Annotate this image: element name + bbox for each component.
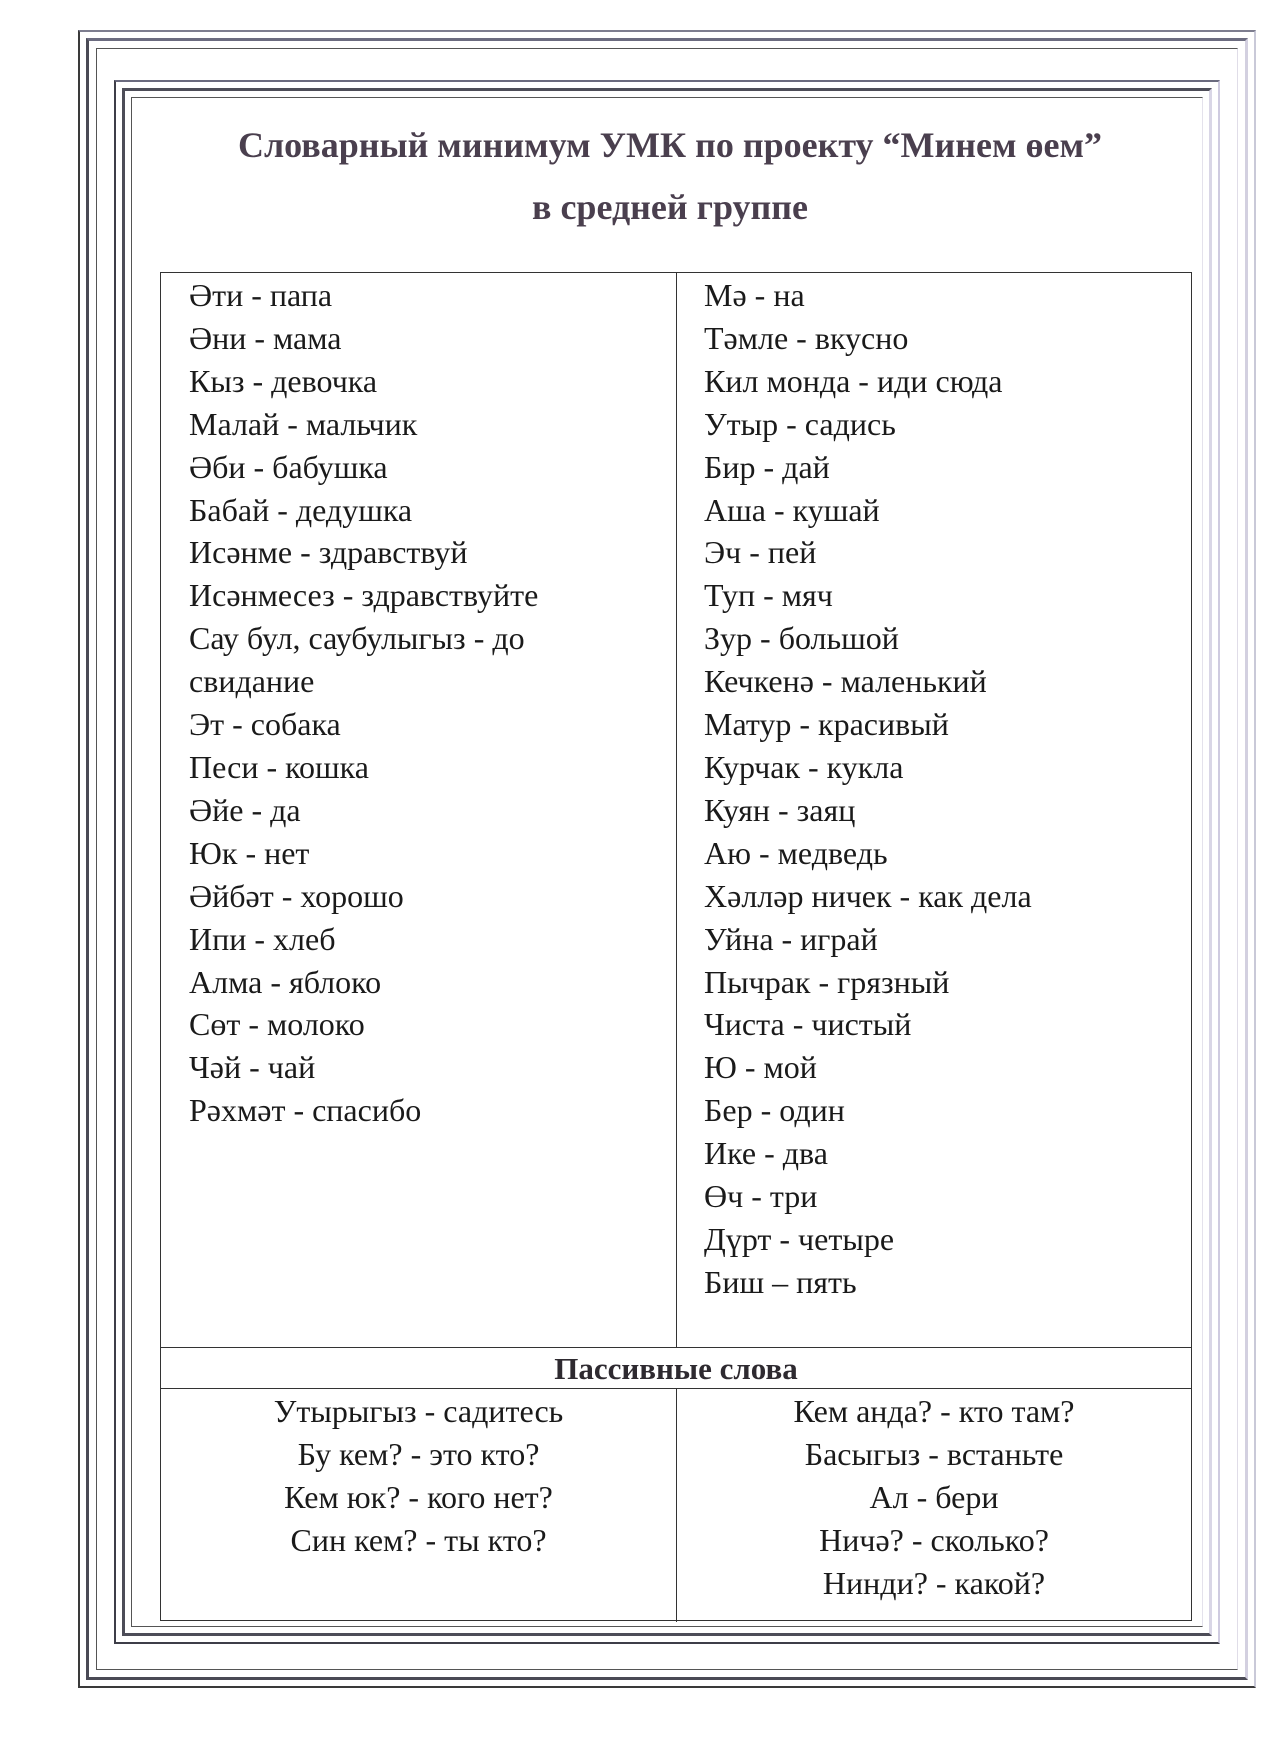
list-item: Бу кем? - это кто? [297, 1436, 540, 1472]
list-item: Исәнме - здравствуй [189, 534, 468, 571]
passive-words-right-column [677, 1390, 1191, 1605]
list-item: Уйна - играй [704, 920, 878, 957]
list-item: Ю - мой [704, 1049, 817, 1086]
list-item: Дүрт - четыре [704, 1220, 895, 1257]
list-item: Хәлләр ничек - как дела [704, 877, 1032, 914]
list-item: Эч - пей [704, 534, 817, 571]
list-item: Мә - на [704, 277, 805, 313]
list-item: Басыгыз - встаньте [804, 1436, 1064, 1472]
list-item: Ал - бери [869, 1479, 999, 1515]
list-item: Бабай - дедушка [189, 491, 413, 528]
list-item: Ике - два [704, 1135, 828, 1172]
list-item: Әйе - да [189, 791, 301, 828]
passive-words-heading: Пассивные слова [554, 1351, 798, 1386]
list-item: Алма - яблоко [189, 963, 382, 1000]
title-line-2: в средней группе [532, 187, 808, 227]
row-divider [161, 1347, 1191, 1348]
list-item: Эт - собака [189, 706, 341, 743]
vocabulary-table [160, 272, 1192, 1621]
list-item: Малай - мальчик [189, 405, 418, 442]
list-item: Утырыгыз - садитесь [273, 1393, 564, 1429]
list-item: Кыз - девочка [189, 362, 378, 399]
active-words-right-column [704, 274, 1184, 1304]
list-item: Куян - заяц [704, 791, 856, 828]
list-item: Әйбәт - хорошо [189, 877, 404, 914]
column-divider [676, 273, 677, 1347]
list-item: Ипи - хлеб [189, 920, 336, 957]
list-item: Әби - бабушка [189, 448, 388, 485]
list-item: Тәмле - вкусно [704, 319, 909, 356]
active-words-left-column [189, 274, 669, 1132]
list-item: Ничә? - сколько? [819, 1522, 1049, 1558]
passive-words-left-column [161, 1390, 676, 1562]
list-item: Аю - медведь [704, 834, 888, 871]
title-line-1: Словарный минимум УМК по проекту “Минем өем” [237, 125, 1103, 165]
list-item: Зур - большой [704, 620, 899, 657]
list-item: Туп - мяч [704, 577, 833, 614]
list-item: Юк - нет [189, 834, 310, 871]
list-item: Кечкенә - маленький [704, 663, 987, 700]
list-item: Нинди? - какой? [822, 1565, 1046, 1601]
list-item: Бир - дай [704, 448, 830, 485]
list-item: Сөт - молоко [189, 1006, 365, 1043]
list-item: Песи - кошка [189, 748, 369, 785]
list-item: Өч - три [704, 1178, 818, 1215]
list-item: Чиста - чистый [704, 1006, 912, 1043]
list-item: свидание [189, 663, 315, 700]
list-item: Утыр - садись [704, 405, 896, 442]
list-item: Сау бул, саубулыгыз - до [189, 620, 525, 657]
list-item: Рәхмәт - спасибо [189, 1092, 422, 1129]
list-item: Син кем? - ты кто? [290, 1522, 547, 1558]
list-item: Кем юк? - кого нет? [284, 1479, 553, 1515]
page-title [150, 114, 1190, 238]
list-item: Исәнмесез - здравствуйте [189, 577, 539, 614]
list-item: Матур - красивый [704, 706, 949, 743]
list-item: Кил монда - иди сюда [704, 362, 1003, 399]
list-item: Әти - папа [189, 277, 333, 313]
list-item: Аша - кушай [704, 491, 880, 528]
list-item: Бер - один [704, 1092, 845, 1129]
list-item: Әни - мама [189, 319, 342, 356]
list-item: Курчак - кукла [704, 748, 904, 785]
list-item: Биш – пять [704, 1263, 857, 1300]
list-item: Кем анда? - кто там? [793, 1393, 1075, 1429]
list-item: Пычрак - грязный [704, 963, 950, 1000]
list-item: Чәй - чай [189, 1049, 316, 1086]
